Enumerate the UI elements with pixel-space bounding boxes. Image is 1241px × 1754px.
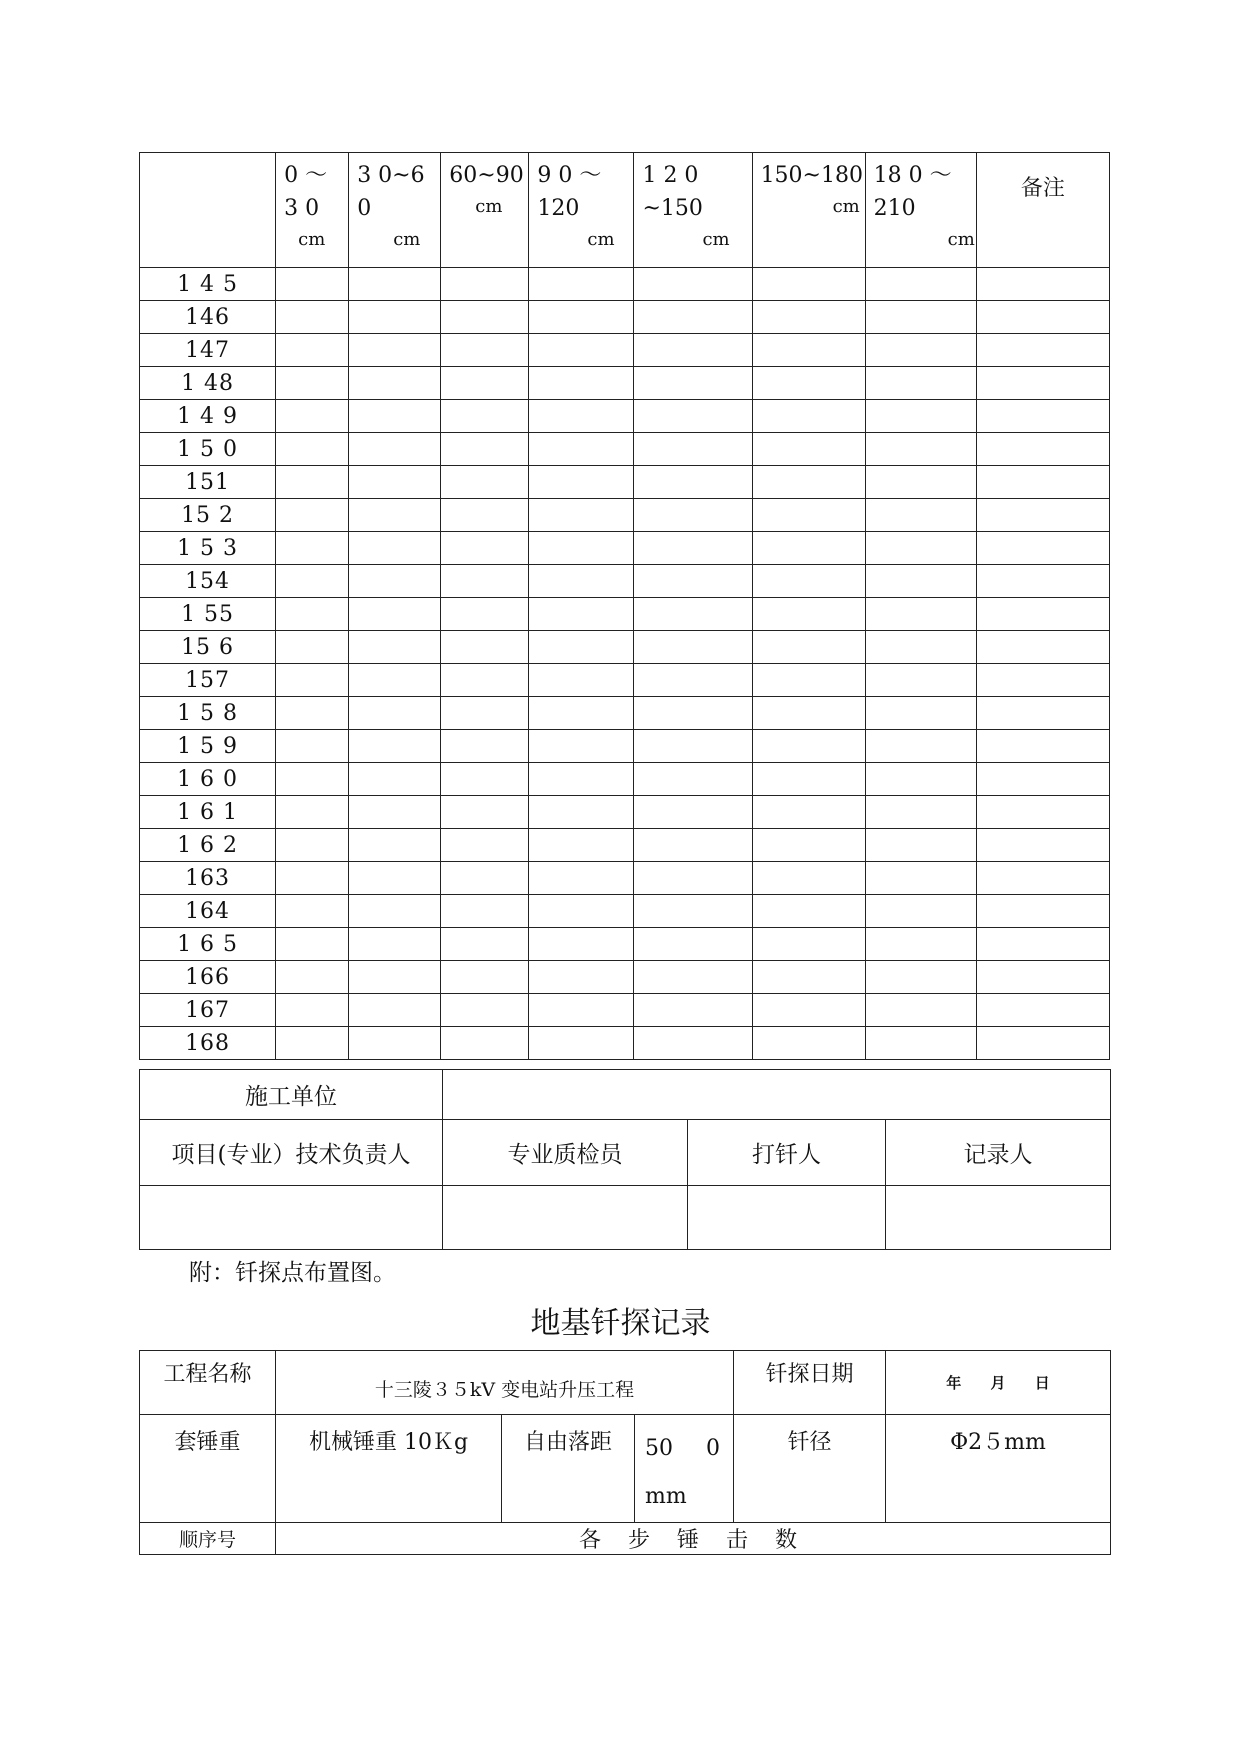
hammer-weight-label: 套锤重 (140, 1415, 276, 1523)
blow-count-cell[interactable] (441, 400, 529, 433)
blow-count-cell[interactable] (276, 862, 349, 895)
point-number: 1 55 (140, 598, 276, 631)
probe-date-value[interactable]: 年 月 日 (886, 1351, 1111, 1415)
point-number: 1 5 8 (140, 697, 276, 730)
construction-unit-value[interactable] (443, 1070, 1111, 1120)
depth-col-0: 0 ～ 3 0 cm (276, 153, 349, 268)
blow-count-cell[interactable] (441, 763, 529, 796)
depth-col-2: 60~90 cm (441, 153, 529, 268)
blow-count-cell[interactable] (865, 994, 976, 1027)
point-number: 163 (140, 862, 276, 895)
blow-count-cell[interactable] (529, 829, 634, 862)
table-row (140, 730, 1110, 763)
blow-count-cell[interactable] (276, 433, 349, 466)
blow-count-cell[interactable] (349, 796, 441, 829)
point-number: 15 6 (140, 631, 276, 664)
qc-inspector-signature[interactable] (443, 1186, 688, 1250)
blow-count-cell[interactable] (529, 433, 634, 466)
table-row (140, 829, 1110, 862)
drop-height-label: 自由落距 (502, 1415, 635, 1523)
recorder-label: 记录人 (886, 1120, 1111, 1186)
hammer-weight-value: 机械锤重 10Ｋg (276, 1415, 502, 1523)
point-number: 157 (140, 664, 276, 697)
table-row (140, 763, 1110, 796)
point-number: 146 (140, 301, 276, 334)
remark-cell[interactable] (976, 466, 1109, 499)
point-number: 167 (140, 994, 276, 1027)
blow-count-cell[interactable] (634, 763, 752, 796)
blow-count-cell[interactable] (752, 565, 865, 598)
remark-cell[interactable] (976, 433, 1109, 466)
remark-cell[interactable] (976, 268, 1109, 301)
blow-count-cell[interactable] (529, 631, 634, 664)
blow-count-cell[interactable] (634, 664, 752, 697)
blow-count-cell[interactable] (752, 598, 865, 631)
blow-count-cell[interactable] (865, 862, 976, 895)
remark-header: 备注 (976, 153, 1109, 268)
blow-count-cell[interactable] (441, 532, 529, 565)
point-number: 1 6 1 (140, 796, 276, 829)
blow-count-cell[interactable] (349, 367, 441, 400)
appendix-note: 附：钎探点布置图。 (189, 1260, 396, 1286)
blow-count-cell[interactable] (276, 268, 349, 301)
blow-count-cell[interactable] (349, 268, 441, 301)
blow-count-cell[interactable] (529, 994, 634, 1027)
blow-count-cell[interactable] (865, 664, 976, 697)
table-row (140, 895, 1110, 928)
blow-count-cell[interactable] (441, 565, 529, 598)
blow-count-cell[interactable] (441, 829, 529, 862)
blow-count-cell[interactable] (276, 928, 349, 961)
blow-count-cell[interactable] (865, 796, 976, 829)
remark-cell[interactable] (976, 961, 1109, 994)
blow-count-cell[interactable] (349, 664, 441, 697)
blow-count-cell[interactable] (865, 598, 976, 631)
blow-count-cell[interactable] (276, 631, 349, 664)
blow-count-cell[interactable] (441, 268, 529, 301)
blow-count-cell[interactable] (349, 565, 441, 598)
blow-count-cell[interactable] (349, 829, 441, 862)
blow-count-cell[interactable] (865, 631, 976, 664)
remark-cell[interactable] (976, 565, 1109, 598)
table-row (140, 1027, 1110, 1060)
blow-count-cell[interactable] (441, 664, 529, 697)
depth-col-3: 9 0 ～ 120 cm (529, 153, 634, 268)
blow-count-cell[interactable] (634, 466, 752, 499)
blow-count-cell[interactable] (276, 565, 349, 598)
table-row (140, 994, 1110, 1027)
blow-count-cell[interactable] (529, 334, 634, 367)
blow-count-cell[interactable] (752, 961, 865, 994)
blow-count-cell[interactable] (752, 433, 865, 466)
table-row (140, 367, 1110, 400)
blow-count-cell[interactable] (752, 928, 865, 961)
blow-count-cell[interactable] (752, 499, 865, 532)
blow-count-cell[interactable] (276, 532, 349, 565)
table-row (140, 400, 1110, 433)
blow-count-cell[interactable] (865, 895, 976, 928)
blow-count-cell[interactable] (349, 433, 441, 466)
point-number: 168 (140, 1027, 276, 1060)
blow-count-cell[interactable] (634, 862, 752, 895)
remark-cell[interactable] (976, 895, 1109, 928)
tech-lead-signature[interactable] (140, 1186, 443, 1250)
signature-table (139, 1069, 1111, 1250)
blow-count-cell[interactable] (634, 631, 752, 664)
blow-count-cell[interactable] (441, 928, 529, 961)
blow-count-cell[interactable] (529, 862, 634, 895)
construction-unit-label: 施工单位 (140, 1070, 443, 1120)
blow-count-cell[interactable] (752, 268, 865, 301)
blow-count-cell[interactable] (529, 895, 634, 928)
drop-height-value: 50 0 mm (635, 1415, 734, 1523)
probe-record-table (139, 152, 1110, 1060)
rod-diameter-label: 钎径 (734, 1415, 886, 1523)
remark-cell[interactable] (976, 763, 1109, 796)
blow-count-cell[interactable] (276, 664, 349, 697)
point-number: 151 (140, 466, 276, 499)
blow-count-cell[interactable] (634, 433, 752, 466)
point-number: 1 4 5 (140, 268, 276, 301)
remark-cell[interactable] (976, 1027, 1109, 1060)
blow-count-cell[interactable] (865, 268, 976, 301)
blow-count-cell[interactable] (752, 994, 865, 1027)
blow-count-cell[interactable] (276, 598, 349, 631)
blow-count-cell[interactable] (276, 730, 349, 763)
table-row (140, 268, 1110, 301)
blow-count-cell[interactable] (441, 334, 529, 367)
remark-cell[interactable] (976, 631, 1109, 664)
blow-count-cell[interactable] (529, 532, 634, 565)
blow-count-cell[interactable] (529, 598, 634, 631)
blow-count-cell[interactable] (276, 400, 349, 433)
header-blank-cell (140, 153, 276, 268)
blow-count-cell[interactable] (634, 829, 752, 862)
blow-count-cell[interactable] (634, 499, 752, 532)
blow-count-cell[interactable] (349, 763, 441, 796)
blow-count-cell[interactable] (865, 367, 976, 400)
remark-cell[interactable] (976, 301, 1109, 334)
blow-count-cell[interactable] (276, 367, 349, 400)
blow-count-cell[interactable] (349, 994, 441, 1027)
blow-count-cell[interactable] (634, 301, 752, 334)
blow-count-cell[interactable] (634, 1027, 752, 1060)
point-number: 1 6 5 (140, 928, 276, 961)
table-row (140, 631, 1110, 664)
blow-count-cell[interactable] (441, 1027, 529, 1060)
blow-count-cell[interactable] (752, 301, 865, 334)
blow-count-cell[interactable] (752, 400, 865, 433)
recorder-signature[interactable] (886, 1186, 1111, 1250)
blow-count-cell[interactable] (752, 466, 865, 499)
blow-count-cell[interactable] (529, 730, 634, 763)
prober-signature[interactable] (688, 1186, 886, 1250)
blow-count-cell[interactable] (276, 763, 349, 796)
blow-count-cell[interactable] (349, 961, 441, 994)
blow-count-cell[interactable] (441, 697, 529, 730)
blow-count-cell[interactable] (441, 367, 529, 400)
blow-count-cell[interactable] (349, 895, 441, 928)
blow-count-cell[interactable] (865, 730, 976, 763)
point-number: 154 (140, 565, 276, 598)
blow-count-cell[interactable] (529, 367, 634, 400)
document-title: 地基钎探记录 (530, 1306, 711, 1341)
blow-count-cell[interactable] (349, 301, 441, 334)
blow-count-cell[interactable] (349, 730, 441, 763)
table-row (140, 532, 1110, 565)
blow-count-cell[interactable] (529, 466, 634, 499)
project-name-label: 工程名称 (140, 1351, 276, 1415)
project-name-value: 十三陵３５kV 变电站升压工程 (276, 1351, 734, 1415)
probe-date-label: 钎探日期 (734, 1351, 886, 1415)
remark-cell[interactable] (976, 697, 1109, 730)
blow-count-cell[interactable] (752, 631, 865, 664)
blow-count-cell[interactable] (634, 928, 752, 961)
table-row (140, 466, 1110, 499)
blow-count-cell[interactable] (752, 367, 865, 400)
blow-count-cell[interactable] (441, 598, 529, 631)
remark-cell[interactable] (976, 367, 1109, 400)
blow-count-cell[interactable] (529, 928, 634, 961)
blow-count-cell[interactable] (349, 532, 441, 565)
blow-count-cell[interactable] (752, 796, 865, 829)
blow-count-cell[interactable] (634, 697, 752, 730)
table-row (140, 664, 1110, 697)
remark-cell[interactable] (976, 664, 1109, 697)
point-number: 164 (140, 895, 276, 928)
blow-count-cell[interactable] (529, 763, 634, 796)
blow-count-cell[interactable] (441, 499, 529, 532)
blow-count-cell[interactable] (441, 301, 529, 334)
blow-count-cell[interactable] (529, 796, 634, 829)
qc-inspector-label: 专业质检员 (443, 1120, 688, 1186)
blow-count-cell[interactable] (752, 730, 865, 763)
blow-count-cell[interactable] (634, 961, 752, 994)
blow-count-cell[interactable] (529, 697, 634, 730)
blow-count-cell[interactable] (634, 796, 752, 829)
blow-count-cell[interactable] (634, 400, 752, 433)
blow-count-cell[interactable] (441, 631, 529, 664)
depth-col-6: 18 0 ～ 210 cm (865, 153, 976, 268)
blow-count-cell[interactable] (276, 466, 349, 499)
blow-count-cell[interactable] (634, 730, 752, 763)
blow-count-cell[interactable] (634, 268, 752, 301)
depth-col-4: 1 2 0 ~150 cm (634, 153, 752, 268)
blow-count-cell[interactable] (752, 829, 865, 862)
tech-lead-label: 项目(专业）技术负责人 (140, 1120, 443, 1186)
blow-count-cell[interactable] (865, 466, 976, 499)
blow-count-cell[interactable] (752, 532, 865, 565)
point-number: 15 2 (140, 499, 276, 532)
sequence-number-label: 顺序号 (140, 1523, 276, 1555)
remark-cell[interactable] (976, 796, 1109, 829)
blow-count-cell[interactable] (441, 730, 529, 763)
blow-count-cell[interactable] (441, 961, 529, 994)
blow-count-cell[interactable] (865, 928, 976, 961)
blow-count-cell[interactable] (865, 829, 976, 862)
table-row (140, 499, 1110, 532)
blow-count-cell[interactable] (865, 763, 976, 796)
remark-cell[interactable] (976, 400, 1109, 433)
blow-count-cell[interactable] (529, 499, 634, 532)
remark-cell[interactable] (976, 928, 1109, 961)
project-info-table (139, 1350, 1111, 1555)
blow-count-cell[interactable] (634, 532, 752, 565)
table-row (140, 301, 1110, 334)
blow-count-cell[interactable] (276, 961, 349, 994)
blow-count-cell[interactable] (529, 400, 634, 433)
prober-label: 打钎人 (688, 1120, 886, 1186)
blow-count-cell[interactable] (276, 301, 349, 334)
blow-count-cell[interactable] (276, 499, 349, 532)
blow-count-cell[interactable] (634, 565, 752, 598)
blow-count-cell[interactable] (865, 1027, 976, 1060)
blow-count-cell[interactable] (529, 961, 634, 994)
blow-count-cell[interactable] (349, 631, 441, 664)
point-number: 1 5 3 (140, 532, 276, 565)
blow-count-cell[interactable] (276, 895, 349, 928)
blow-count-cell[interactable] (865, 334, 976, 367)
blow-count-cell[interactable] (529, 1027, 634, 1060)
blow-count-cell[interactable] (349, 499, 441, 532)
blow-count-cell[interactable] (752, 763, 865, 796)
blow-count-cell[interactable] (276, 697, 349, 730)
blow-count-cell[interactable] (529, 565, 634, 598)
blow-count-cell[interactable] (441, 796, 529, 829)
blow-count-cell[interactable] (865, 433, 976, 466)
blow-count-cell[interactable] (865, 301, 976, 334)
blow-count-cell[interactable] (276, 796, 349, 829)
table-row (140, 928, 1110, 961)
table-row (140, 433, 1110, 466)
blow-count-cell[interactable] (349, 697, 441, 730)
blow-count-cell[interactable] (634, 598, 752, 631)
blow-count-cell[interactable] (276, 994, 349, 1027)
point-number: 1 6 2 (140, 829, 276, 862)
blow-count-cell[interactable] (276, 829, 349, 862)
blow-count-cell[interactable] (752, 1027, 865, 1060)
point-number: 166 (140, 961, 276, 994)
blow-count-cell[interactable] (634, 895, 752, 928)
table-row (140, 565, 1110, 598)
point-number: 1 48 (140, 367, 276, 400)
blow-count-cell[interactable] (752, 664, 865, 697)
remark-cell[interactable] (976, 862, 1109, 895)
table-row (140, 796, 1110, 829)
blow-count-cell[interactable] (441, 994, 529, 1027)
blow-count-cell[interactable] (349, 466, 441, 499)
point-number: 1 6 0 (140, 763, 276, 796)
point-number: 1 4 9 (140, 400, 276, 433)
blow-count-cell[interactable] (349, 598, 441, 631)
remark-cell[interactable] (976, 532, 1109, 565)
blow-count-cell[interactable] (441, 862, 529, 895)
remark-cell[interactable] (976, 334, 1109, 367)
remark-cell[interactable] (976, 730, 1109, 763)
depth-col-5: 150~180 cm (752, 153, 865, 268)
blow-count-cell[interactable] (529, 301, 634, 334)
table-row (140, 862, 1110, 895)
blow-count-cell[interactable] (865, 499, 976, 532)
blow-count-cell[interactable] (349, 1027, 441, 1060)
table-row (140, 598, 1110, 631)
blow-count-cell[interactable] (529, 664, 634, 697)
blow-count-cell[interactable] (752, 895, 865, 928)
blow-count-cell[interactable] (865, 532, 976, 565)
blow-count-cell[interactable] (634, 994, 752, 1027)
blow-count-cell[interactable] (865, 697, 976, 730)
remark-cell[interactable] (976, 598, 1109, 631)
point-number: 147 (140, 334, 276, 367)
blow-count-cell[interactable] (865, 961, 976, 994)
depth-col-1: 3 0~6 0 cm (349, 153, 441, 268)
blow-count-cell[interactable] (441, 466, 529, 499)
depth-header-row (140, 153, 1110, 268)
blow-count-cell[interactable] (349, 928, 441, 961)
table-row (140, 697, 1110, 730)
remark-cell[interactable] (976, 994, 1109, 1027)
blow-count-cell[interactable] (634, 334, 752, 367)
point-number: 1 5 9 (140, 730, 276, 763)
point-number: 1 5 0 (140, 433, 276, 466)
blow-count-cell[interactable] (276, 334, 349, 367)
blow-count-cell[interactable] (865, 565, 976, 598)
table-row (140, 961, 1110, 994)
rod-diameter-value: Φ2５mm (886, 1415, 1111, 1523)
blow-count-cell[interactable] (752, 334, 865, 367)
blow-count-label: 各 步 锤 击 数 (276, 1523, 1111, 1555)
blow-count-cell[interactable] (634, 367, 752, 400)
table-row (140, 334, 1110, 367)
blow-count-cell[interactable] (529, 268, 634, 301)
remark-cell[interactable] (976, 499, 1109, 532)
blow-count-cell[interactable] (349, 400, 441, 433)
blow-count-cell[interactable] (752, 697, 865, 730)
blow-count-cell[interactable] (865, 400, 976, 433)
blow-count-cell[interactable] (441, 433, 529, 466)
remark-cell[interactable] (976, 829, 1109, 862)
blow-count-cell[interactable] (752, 862, 865, 895)
blow-count-cell[interactable] (276, 1027, 349, 1060)
blow-count-cell[interactable] (349, 334, 441, 367)
blow-count-cell[interactable] (441, 895, 529, 928)
blow-count-cell[interactable] (349, 862, 441, 895)
